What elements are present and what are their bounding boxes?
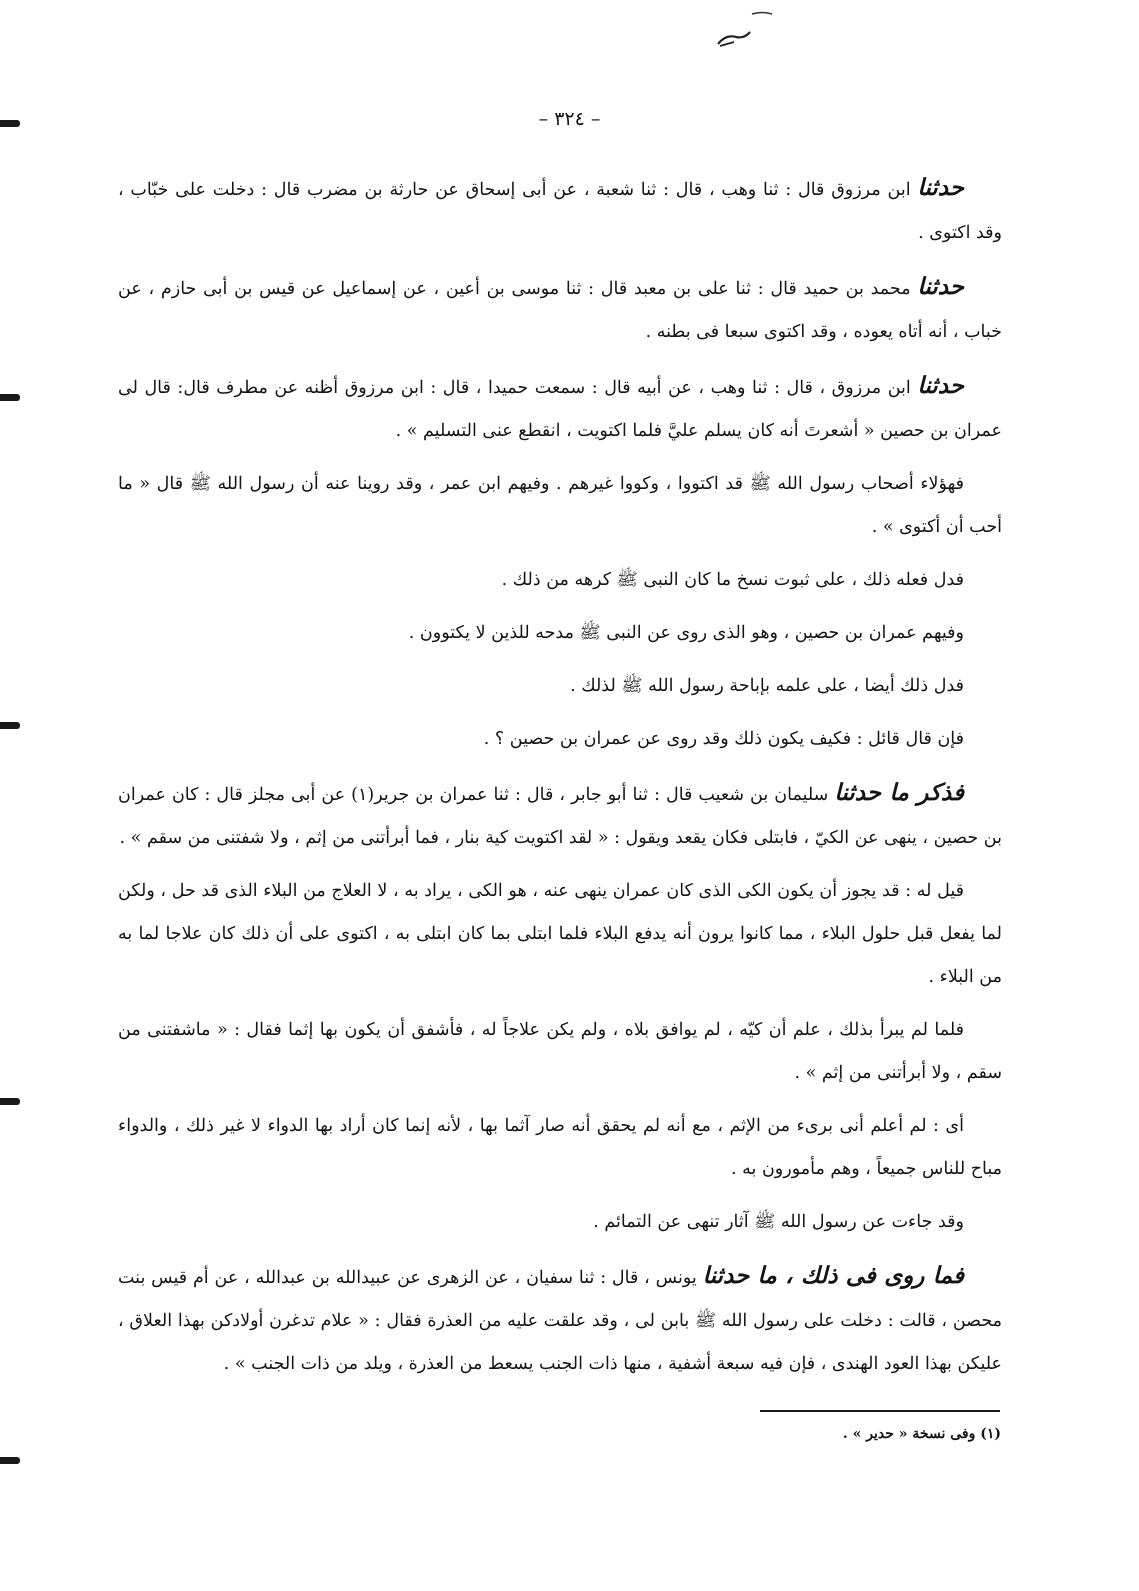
- isnad-marker: فذكر ما حدثنا: [834, 779, 964, 806]
- footnote-divider: [760, 1410, 1000, 1412]
- paragraph-text: فلما لم يبرأ بذلك ، علم أن كيّه ، لم يوافق بلاه ، ولم يكن علاجاً له ، فأشفق أن يكون بها إثما فقال : « ماشفتنى من سقم ، ولا أبرأتنى من إثم » .: [118, 1020, 1002, 1083]
- paragraph: [118, 612, 1002, 655]
- paragraph-text: قيل له : قد يجوز أن يكون الكى الذى كان عمران ينهى عنه ، هو الكى ، يراد به ، لا العلاج من البلاء الذى قد حل ، ولكن لما يفعل قبل حلول البلاء ، مما كانوا يرون أنه يدفع البلاء فلما ابتلى بما كان ابتلى به ، اكتوى على أن ذلك كان علاجا لما به من البلاء .: [118, 881, 1002, 987]
- isnad-marker: حدثنا: [917, 273, 964, 300]
- isnad-marker: حدثنا: [917, 372, 964, 399]
- paragraph: [118, 559, 1002, 602]
- ink-mark: [700, 4, 790, 50]
- paragraph-text: فدل ذلك أيضا ، على علمه بإباحة رسول الله ﷺ لذلك .: [570, 676, 964, 696]
- paragraph: [118, 718, 1002, 761]
- isnad-marker: فما روى فى ذلك ، ما حدثنا: [702, 1262, 964, 1289]
- paragraph-text: أى : لم أعلم أنى برىء من الإثم ، مع أنه لم يحقق أنه صار آثما بها ، لأنه إنما كان أراد بها الدواء لا غير ذلك ، والدواء مباح للناس جميعاً ، وهم مأمورون به .: [118, 1116, 1002, 1179]
- binding-mark: [0, 722, 20, 729]
- paragraph: [118, 1105, 1002, 1191]
- isnad-marker: حدثنا: [917, 174, 964, 201]
- page-number: – ٣٢٤ –: [538, 108, 601, 130]
- binding-mark: [0, 1457, 20, 1464]
- paragraph: [118, 665, 1002, 708]
- binding-mark: [0, 394, 20, 401]
- paragraph: [118, 1009, 1002, 1095]
- paragraph-text: فإن قال قائل : فكيف يكون ذلك وقد روى عن عمران بن حصين ؟ .: [483, 729, 964, 749]
- paragraph: [118, 870, 1002, 999]
- paragraph-text: يونس ، قال : ثنا سفيان ، عن الزهرى عن عبيدالله بن عبدالله ، عن أم قيس بنت محصن ، قالت : دخلت على رسول الله ﷺ بابن لى ، وقد علقت عليه من العذرة فقال : « علام تدغرن أولادكن بهذا العلاق ، عليكن بهذا العود الهندى ، فإن فيه سبعة أشفية ، منها ذات الجنب يسعط من العذرة ، ويلد من ذات الجنب » .: [118, 1268, 1002, 1374]
- paragraph: [118, 1254, 1002, 1386]
- paragraph: [118, 166, 1002, 255]
- paragraph: [118, 1201, 1002, 1244]
- paragraph-text: وفيهم عمران بن حصين ، وهو الذى روى عن النبى ﷺ مدحه للذين لا يكتوون .: [408, 623, 964, 643]
- paragraph: [118, 364, 1002, 453]
- paragraph: [118, 265, 1002, 354]
- body-text: [118, 166, 1002, 1396]
- paragraph-text: ابن مرزوق ، قال : ثنا وهب ، عن أبيه قال : سمعت حميدا ، قال : ابن مرزوق أظنه عن مطرف قال: قال لى عمران بن حصين « أشعرتَ أنه كان يسلم عليَّ فلما اكتويت ، انقطع عنى التسليم » .: [118, 378, 1002, 441]
- paragraph-text: وقد جاءت عن رسول الله ﷺ آثار تنهى عن التمائم .: [593, 1212, 964, 1232]
- paragraph-text: فدل فعله ذلك ، على ثبوت نسخ ما كان النبى ﷺ كرهه من ذلك .: [501, 570, 964, 590]
- paragraph-text: فهؤلاء أصحاب رسول الله ﷺ قد اكتووا ، وكووا غيرهم . وفيهم ابن عمر ، وقد روينا عنه أن رسول الله ﷺ قال « ما أحب أن أكتوى » .: [118, 474, 1002, 537]
- binding-mark: [0, 1098, 20, 1105]
- paragraph: [118, 771, 1002, 860]
- paragraph: [118, 463, 1002, 549]
- paragraph-text: محمد بن حميد قال : ثنا على بن معبد قال : ثنا موسى بن أعين ، عن إسماعيل عن قيس بن أبى حازم ، عن خباب ، أنه أتاه يعوده ، وقد اكتوى سبعا فى بطنه .: [118, 279, 1002, 342]
- footnote: (١) وفى نسخة « حدير » .: [842, 1426, 1001, 1442]
- paragraph-text: سليمان بن شعيب قال : ثنا أبو جابر ، قال : ثنا عمران بن جرير(١) عن أبى مجلز قال : كان عمران بن حصين ، ينهى عن الكيّ ، فابتلى فكان يقعد ويقول : « لقد اكتويت كية بنار ، فما أبرأتنى من إثم ، ولا شفتنى من سقم » .: [118, 785, 1002, 848]
- paragraph-text: ابن مرزوق قال : ثنا وهب ، قال : ثنا شعبة ، عن أبى إسحاق عن حارثة بن مضرب قال : دخلت على خبّاب ، وقد اكتوى .: [118, 180, 1002, 243]
